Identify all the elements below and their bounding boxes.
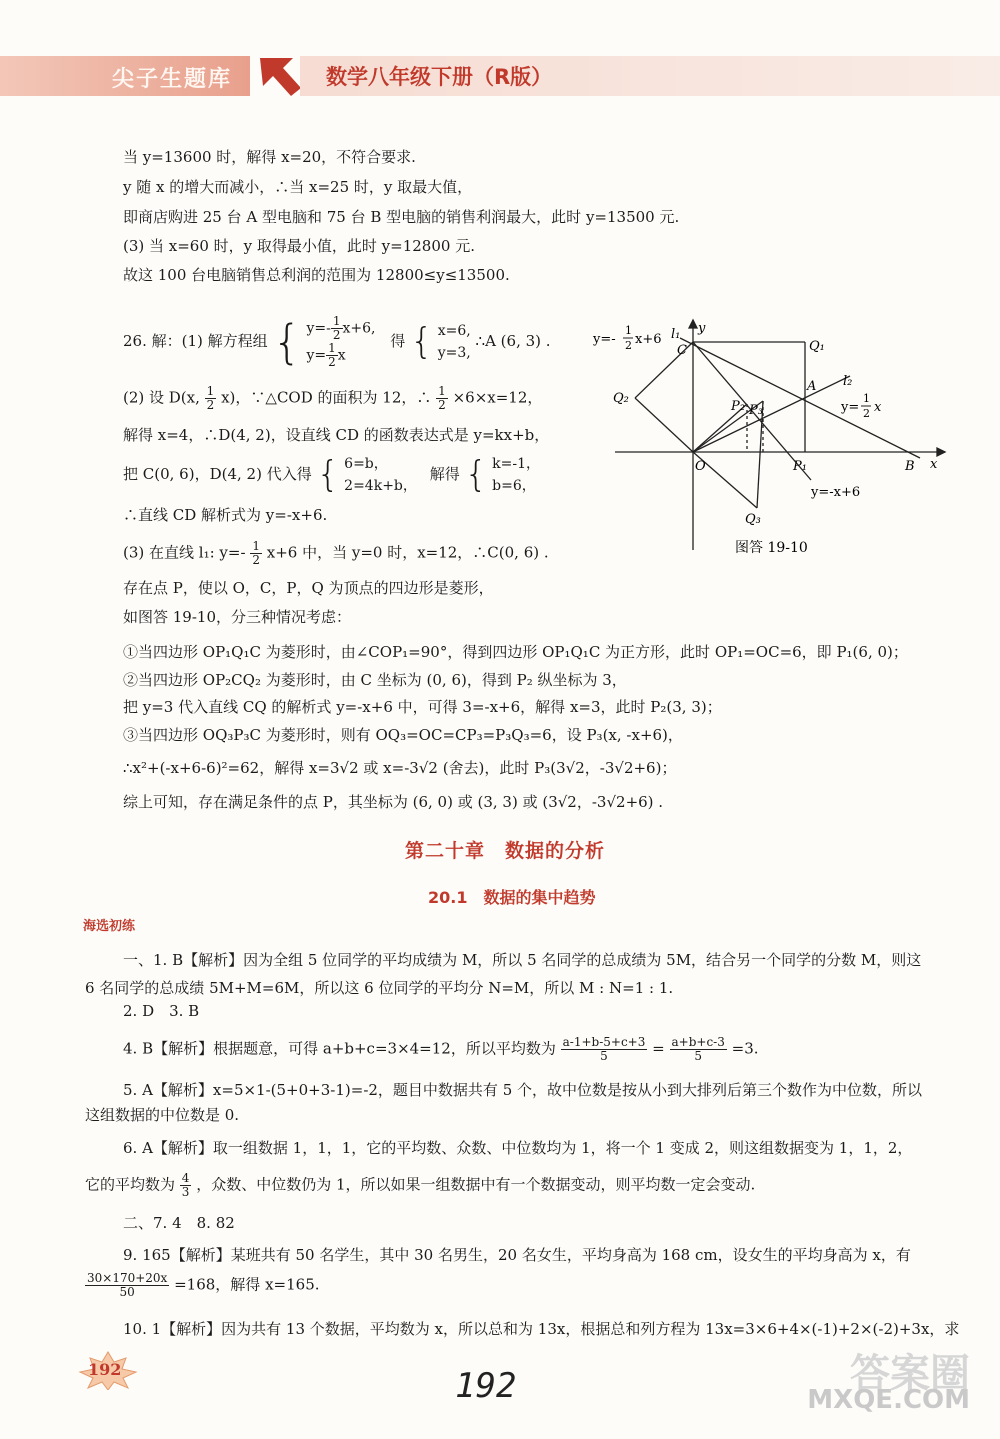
watermark: MXQE.COM [807, 1385, 970, 1415]
text-line: ①当四边形 OP₁Q₁C 为菱形时，由∠COP₁=90°，得到四边形 OP₁Q₁C 为正方形，此时 OP₁=OC=6，即 P₁(6, 0)； [123, 643, 908, 661]
text: (3) 在直线 l₁: y=- [123, 543, 246, 562]
eq-l2-frac-d: 2 [863, 407, 870, 420]
text: x+6 中，当 y=0 时，x=12，∴C(0, 6) . [266, 543, 549, 562]
fraction [436, 385, 448, 412]
answer-line: 9. 165【解析】某班共有 50 名学生，其中 30 名男生，20 名女生，平均身高为 168 cm，设女生的平均身高为 x，有 [123, 1246, 911, 1264]
figure-caption: 图答 19-10 [735, 540, 808, 556]
equation-system [438, 320, 471, 364]
label-P3: P₃ [749, 403, 763, 418]
answer-line [123, 1036, 759, 1063]
text-line: 存在点 P，使以 O，C，P，Q 为顶点的四边形是菱形， [123, 579, 494, 597]
label-P1: P₁ [793, 459, 807, 474]
denominator: 2 [252, 553, 260, 567]
numerator: 1 [332, 314, 341, 328]
denominator: 5 [694, 1049, 702, 1063]
label-A: A [807, 379, 817, 394]
text-line [123, 540, 549, 567]
answer-line: 二、7. 4 8. 82 [123, 1214, 235, 1232]
brace: { [464, 454, 488, 495]
fraction [85, 1272, 169, 1299]
answer-line: 6. A【解析】取一组数据 1，1，1，它的平均数、众数、中位数均为 1，将一个 1 变成 2，则这组数据变为 1，1，2， [123, 1139, 913, 1157]
text: x+6, [342, 320, 376, 337]
eq-l1-frac-n: 1 [625, 324, 632, 337]
label-Q1: Q₁ [809, 339, 825, 354]
fraction [331, 315, 343, 342]
page-header [0, 48, 1000, 108]
text: =3. [731, 1039, 759, 1058]
equation-system [492, 453, 540, 497]
text: 2=4k+b， [344, 478, 417, 494]
chapter-title: 第二十章 数据的分析 [405, 840, 606, 862]
eq-l2-frac-n: 1 [863, 392, 870, 405]
text: y= [306, 347, 327, 364]
text-line: (3) 当 x=60 时，y 取得最小值，此时 y=12800 元. [123, 237, 475, 255]
answer-line [85, 1172, 755, 1199]
denominator: 2 [438, 398, 446, 412]
denominator: 50 [119, 1285, 135, 1299]
line-l1 [680, 338, 920, 458]
section-tag: 海选初练 [83, 919, 136, 934]
eq-l2-label: y= [841, 400, 860, 415]
brand-logo: 尖子生题库 [112, 67, 233, 92]
eq-cd-label: y=-x+6 [811, 485, 861, 500]
label-O: O [695, 459, 706, 474]
label-B: B [905, 459, 915, 474]
text-line: y 随 x 的增大而减小，∴当 x=25 时，y 取最大值， [123, 178, 473, 196]
denominator: 2 [332, 328, 341, 342]
label-l2: l₂ [843, 374, 853, 389]
line-l2 [693, 374, 853, 452]
numerator: 1 [438, 384, 446, 398]
text: b=6， [492, 478, 536, 494]
fraction [180, 1172, 192, 1199]
answer-line: 这组数据的中位数是 0. [85, 1106, 240, 1124]
answer-line: 一、1. B【解析】因为全组 5 位同学的平均成绩为 M，所以 5 名同学的总成绩为 5M，结合另一个同学的分数 M，则这 [123, 951, 922, 969]
fraction [561, 1036, 648, 1063]
text: ×6×x=12， [452, 388, 543, 407]
text: ∴A (6, 3) . [475, 332, 551, 350]
fraction [670, 1036, 727, 1063]
numerator: 1 [252, 539, 260, 553]
label-y: y [698, 321, 706, 336]
text: 解得 [429, 465, 460, 483]
text-line: 故这 100 台电脑销售总利润的范围为 12800≤y≤13500. [123, 266, 510, 284]
text-line: 如图答 19-10，分三种情况考虑： [123, 608, 352, 626]
book-title: 数学八年级下册（R版） [326, 65, 553, 89]
text: (2) 设 D(x, [123, 388, 200, 407]
text-line: 综上可知，存在满足条件的点 P，其坐标为 (6, 0) 或 (3, 3) 或 (3√2，-3√2+6) . [123, 793, 664, 811]
text: y=- [306, 320, 331, 337]
answer-line: 5. A【解析】x=5×1-(5+0+3-1)=-2，题目中数据共有 5 个，故中位数是按从小到大排列后第三个数作为中位数，所以 [123, 1081, 923, 1099]
handwritten-page-number: 192 [455, 1366, 517, 1406]
text-line: ③当四边形 OQ₃P₃C 为菱形时，则有 OQ₃=OC=CP₃=P₃Q₃=6，设 P₃(x, -x+6)， [123, 726, 683, 744]
answer-line: 2. D 3. B [123, 1002, 200, 1020]
text: 它的平均数为 [85, 1175, 176, 1194]
eq-l1-frac-d: 2 [625, 339, 632, 352]
rhombus-q2-b [635, 398, 693, 452]
text: 26. 解：(1) 解方程组 [123, 332, 268, 350]
text: 6=b， [344, 456, 388, 472]
label-C: C [677, 343, 687, 358]
text: =168，解得 x=165. [174, 1275, 320, 1294]
text-line: 解得 x=4，∴D(4, 2)，设直线 CD 的函数表达式是 y=kx+b， [123, 426, 550, 444]
text-line: 把 y=3 代入直线 CQ 的解析式 y=-x+6 中，可得 3=-x+6，解得 x=3，此时 P₂(3, 3)； [123, 698, 722, 716]
text-line: ②当四边形 OP₂CQ₂ 为菱形时，由 C 坐标为 (0, 6)，得到 P₂ 纵坐标为 3， [123, 671, 627, 689]
text: 把 C(0, 6)，D(4, 2) 代入得 [123, 465, 312, 483]
equation-system [344, 453, 417, 497]
fraction [205, 385, 217, 412]
numerator: 4 [181, 1171, 190, 1185]
page-number-badge [78, 1350, 138, 1390]
numerator: 1 [206, 384, 215, 398]
brace: { [410, 321, 433, 362]
geometry-figure [585, 310, 955, 570]
brace: { [316, 454, 340, 495]
equation-system-line [123, 315, 551, 369]
denominator: 2 [206, 398, 215, 412]
text: = [652, 1039, 665, 1058]
numerator: 1 [328, 341, 336, 355]
eq-l2-label-b: x [874, 400, 882, 415]
text: x [337, 347, 346, 364]
label-Q2: Q₂ [613, 391, 629, 406]
numerator: 30×170+20x [87, 1271, 168, 1285]
answer-line: 10. 1【解析】因为共有 13 个数据，平均数为 x，所以总和为 13x，根据总和列方程为 13x=3×6+4×(-1)+2×(-2)+3x，求 [123, 1320, 960, 1338]
text: y=3, [437, 345, 471, 361]
text: ，众数、中位数仍为 1，所以如果一组数据中有一个数据变动，则平均数一定会变动. [196, 1175, 756, 1194]
arrow-icon [255, 50, 305, 100]
text: x=6, [437, 323, 471, 339]
denominator: 2 [328, 355, 336, 369]
text-line: 即商店购进 25 台 A 型电脑和 75 台 B 型电脑的销售利润最大，此时 y=13500 元. [123, 208, 680, 226]
fraction [326, 342, 338, 369]
text: 4. B【解析】根据题意，可得 a+b+c=3×4=12，所以平均数为 [123, 1039, 556, 1058]
answer-line: 6 名同学的总成绩 5M+M=6M，所以这 6 位同学的平均分 N=M，所以 M : N=1 : 1. [85, 979, 674, 997]
text: k=-1， [492, 456, 541, 472]
fraction [250, 540, 262, 567]
brace: { [272, 315, 302, 369]
section-title: 20.1 数据的集中趋势 [428, 888, 596, 907]
eq-l1-label-b: x+6 [635, 332, 662, 347]
text-line: 当 y=13600 时，解得 x=20，不符合要求. [123, 148, 416, 166]
numerator: a+b+c-3 [671, 1035, 725, 1049]
denominator: 5 [600, 1049, 608, 1063]
label-P2: P₂ [731, 399, 745, 414]
eq-l1-label: y=- [593, 332, 616, 347]
text-line: ∴x²+(-x+6-6)²=62，解得 x=3√2 或 x=-3√2 (舍去)，此时 P₃(3√2，-3√2+6)； [123, 759, 677, 777]
numerator: a-1+b-5+c+3 [562, 1035, 646, 1049]
label-Q3: Q₃ [745, 512, 761, 527]
label-x: x [930, 457, 938, 472]
equation-system [306, 315, 375, 369]
text-line: ∴直线 CD 解析式为 y=-x+6. [123, 506, 328, 524]
watermark-logo: 答案圈 [850, 1351, 970, 1397]
answer-line [85, 1272, 320, 1299]
text: 得 [390, 332, 406, 350]
text-line [123, 385, 542, 412]
denominator: 3 [181, 1185, 190, 1199]
label-l1: l₁ [671, 327, 681, 342]
text-line [123, 452, 540, 497]
page-number: 192 [88, 1360, 122, 1379]
text: x)，∵△COD 的面积为 12，∴ [221, 388, 432, 407]
